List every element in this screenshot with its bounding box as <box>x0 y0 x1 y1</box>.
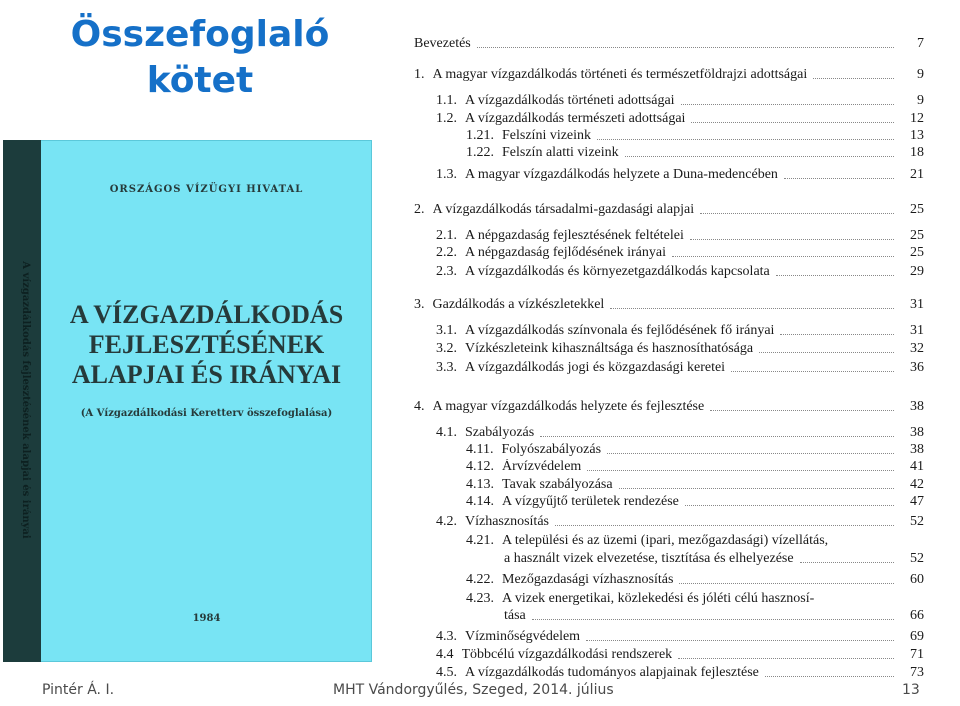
toc-entry-title: Bevezetés <box>414 36 471 51</box>
toc-entry-page: 25 <box>910 245 924 260</box>
toc-entry-page: 21 <box>910 167 924 182</box>
book-cover-image <box>3 140 372 662</box>
toc-entry <box>396 627 950 645</box>
toc-leader-dots <box>710 410 894 411</box>
toc-entry-title: Felszíni vizeink <box>502 128 592 143</box>
toc-entry-title: A vízgyűjtő területek rendezése <box>502 494 679 509</box>
toc-leader-dots <box>765 676 894 677</box>
toc-entry-title: A magyar vízgazdálkodás helyzete a Duna-medencében <box>465 167 778 182</box>
toc-entry-page: 69 <box>910 629 924 644</box>
toc-entry-title: Szabályozás <box>465 425 535 440</box>
toc-entry <box>396 606 950 624</box>
toc-leader-dots <box>672 256 894 257</box>
toc-entry <box>396 492 950 510</box>
toc-leader-dots <box>555 525 894 526</box>
toc-entry-number: 2.3. <box>436 264 457 279</box>
cover-publisher: ORSZÁGOS VÍZÜGYI HIVATAL <box>109 184 304 195</box>
toc-entry-number: 1.1. <box>436 93 457 108</box>
cover-title-line-2: FEJLESZTÉSÉNEK <box>88 330 325 359</box>
toc-entry-title: A népgazdaság fejlesztésének feltételei <box>465 228 684 243</box>
toc-entry-page: 42 <box>910 477 924 492</box>
toc-entry-number: 3.3. <box>436 360 457 375</box>
toc-entry-title: Árvízvédelem <box>502 459 582 474</box>
slide-title <box>40 12 360 104</box>
toc-entry-title: A népgazdaság fejlődésének irányai <box>465 245 666 260</box>
toc-entry-title: A vizek energetikai, közlekedési és jóléti célú hasznosí- <box>502 591 815 606</box>
toc-entry-title: A vízgazdálkodás és környezetgazdálkodás kapcsolata <box>465 264 770 279</box>
toc-entry-page: 47 <box>910 494 924 509</box>
toc-leader-dots <box>784 178 894 179</box>
slide-title-line-1: Összefoglaló <box>70 14 330 55</box>
toc-entry-number: 1. <box>414 67 425 82</box>
toc-leader-dots <box>700 213 894 214</box>
toc-entry-number: 4.13. <box>466 477 494 492</box>
toc-entry <box>396 91 950 109</box>
toc-entry-page: 38 <box>910 399 924 414</box>
cover-title-line-1: A VÍZGAZDÁLKODÁS <box>69 300 344 329</box>
table-of-contents <box>396 28 950 680</box>
toc-entry-number: 2.1. <box>436 228 457 243</box>
toc-entry-page: 29 <box>910 264 924 279</box>
toc-leader-dots <box>619 488 894 489</box>
toc-entry-number: 2. <box>414 202 425 217</box>
toc-entry-page: 12 <box>910 111 924 126</box>
toc-entry <box>396 645 950 663</box>
toc-entry-page: 9 <box>917 93 924 108</box>
cover-title <box>51 300 362 390</box>
toc-entry-number: 1.21. <box>466 128 494 143</box>
cover-title-line-3: ALAPJAI ÉS IRÁNYAI <box>71 360 342 389</box>
toc-entry-title: A vízgazdálkodás történeti adottságai <box>465 93 675 108</box>
toc-entry-number: 4.11. <box>466 442 494 457</box>
toc-entry <box>396 440 950 458</box>
toc-leader-dots <box>607 453 894 454</box>
toc-entry <box>396 570 950 588</box>
toc-entry-title: A magyar vízgazdálkodás történeti és természetföldrajzi adottságai <box>432 67 808 82</box>
toc-leader-dots <box>690 239 894 240</box>
toc-entry-page: 71 <box>910 647 924 662</box>
toc-entry <box>396 457 950 475</box>
toc-entry-number: 4.2. <box>436 514 457 529</box>
toc-entry-page: 52 <box>910 514 924 529</box>
book-front <box>41 140 372 662</box>
toc-leader-dots <box>759 352 894 353</box>
toc-entry-title: Vízkészleteink kihasználtsága és hasznosíthatósága <box>465 341 754 356</box>
toc-leader-dots <box>731 371 894 372</box>
toc-entry <box>396 34 950 52</box>
toc-entry-number: 4.12. <box>466 459 494 474</box>
toc-leader-dots <box>679 583 894 584</box>
toc-entry-number: 4.21. <box>466 533 494 548</box>
footer-event: MHT Vándorgyűlés, Szeged, 2014. július <box>333 682 614 698</box>
toc-entry-page: 32 <box>910 341 924 356</box>
toc-entry-page: 9 <box>917 67 924 82</box>
svg-text:A vízgazdálkodás fejlesztéséne: A vízgazdálkodás fejlesztésének alapjai és irányai <box>20 261 31 539</box>
toc-entry <box>396 109 950 127</box>
toc-entry <box>396 262 950 280</box>
toc-entry-page: 41 <box>910 459 924 474</box>
toc-entry-page: 66 <box>910 608 924 623</box>
toc-entry-number: 4. <box>414 399 425 414</box>
toc-entry-page: 38 <box>910 425 924 440</box>
toc-entry-page: 25 <box>910 202 924 217</box>
spine-lettering <box>15 150 31 650</box>
toc-entry <box>396 549 950 567</box>
toc-leader-dots <box>800 562 894 563</box>
toc-entry-number: 4.3. <box>436 629 457 644</box>
cover-subtitle: (A Vízgazdálkodási Keretterv összefoglalása) <box>80 408 333 419</box>
toc-entry <box>396 126 950 144</box>
toc-entry-page: 60 <box>910 572 924 587</box>
toc-entry-title: a használt vizek elvezetése, tisztítása és elhelyezése <box>504 551 794 566</box>
toc-entry-title: Mezőgazdasági vízhasznosítás <box>502 572 674 587</box>
toc-entry-title: A vízgazdálkodás tudományos alapjainak fejlesztése <box>465 665 759 680</box>
toc-entry-title: A vízgazdálkodás társadalmi-gazdasági alapjai <box>432 202 695 217</box>
toc-leader-dots <box>685 505 894 506</box>
toc-entry-title: Gazdálkodás a vízkészletekkel <box>432 297 605 312</box>
toc-entry <box>396 295 950 313</box>
toc-entry-title: A magyar vízgazdálkodás helyzete és fejlesztése <box>432 399 705 414</box>
toc-entry <box>396 663 950 681</box>
footer-page-number: 13 <box>902 682 920 698</box>
toc-leader-dots <box>610 308 894 309</box>
toc-entry-page: 31 <box>910 297 924 312</box>
toc-entry <box>396 475 950 493</box>
toc-entry-number: 3.1. <box>436 323 457 338</box>
toc-leader-dots <box>780 334 894 335</box>
toc-leader-dots <box>586 640 894 641</box>
toc-entry-title: A települési és az üzemi (ipari, mezőgazdasági) vízellátás, <box>502 533 829 548</box>
footer-author: Pintér Á. I. <box>42 682 115 698</box>
toc-entry <box>396 321 950 339</box>
toc-entry <box>396 165 950 183</box>
toc-entry-title: Tavak szabályozása <box>502 477 613 492</box>
toc-entry-title: tása <box>504 608 526 623</box>
toc-entry-number: 4.4 <box>436 647 454 662</box>
toc-entry-page: 25 <box>910 228 924 243</box>
toc-entry <box>396 200 950 218</box>
toc-leader-dots <box>625 156 894 157</box>
toc-entry-number: 2.2. <box>436 245 457 260</box>
toc-entry-number: 3. <box>414 297 425 312</box>
toc-entry-title: Folyószabályozás <box>501 442 602 457</box>
book-spine <box>3 140 41 662</box>
toc-entry-title: Vízminőségvédelem <box>465 629 581 644</box>
toc-leader-dots <box>681 104 894 105</box>
toc-entry <box>396 339 950 357</box>
toc-entry-number: 4.23. <box>466 591 494 606</box>
toc-entry <box>396 65 950 83</box>
toc-entry-page: 73 <box>910 665 924 680</box>
toc-entry-title: Felszín alatti vizeink <box>502 145 619 160</box>
toc-entry-page: 36 <box>910 360 924 375</box>
toc-entry <box>396 423 950 441</box>
toc-entry-page: 52 <box>910 551 924 566</box>
toc-entry <box>396 226 950 244</box>
toc-leader-dots <box>813 78 894 79</box>
toc-entry <box>396 397 950 415</box>
toc-entry-number: 4.14. <box>466 494 494 509</box>
toc-entry-number: 1.22. <box>466 145 494 160</box>
toc-entry-title: A vízgazdálkodás jogi és közgazdasági keretei <box>465 360 726 375</box>
toc-leader-dots <box>691 122 894 123</box>
toc-leader-dots <box>540 436 894 437</box>
toc-entry <box>396 512 950 530</box>
toc-entry-number: 4.22. <box>466 572 494 587</box>
toc-entry-page: 38 <box>910 442 924 457</box>
slide-title-line-2: kötet <box>146 60 254 101</box>
toc-leader-dots <box>776 275 894 276</box>
toc-entry <box>396 531 950 549</box>
toc-entry-page: 18 <box>910 145 924 160</box>
toc-entry-page: 13 <box>910 128 924 143</box>
toc-entry-number: 3.2. <box>436 341 457 356</box>
toc-entry <box>396 358 950 376</box>
toc-leader-dots <box>532 619 894 620</box>
toc-entry-title: A vízgazdálkodás természeti adottságai <box>465 111 686 126</box>
cover-year: 1984 <box>192 613 221 624</box>
toc-entry <box>396 143 950 161</box>
toc-entry-page: 7 <box>917 36 924 51</box>
toc-leader-dots <box>678 658 894 659</box>
toc-entry-page: 31 <box>910 323 924 338</box>
toc-leader-dots <box>597 139 894 140</box>
toc-leader-dots <box>587 470 894 471</box>
toc-leader-dots <box>477 47 894 48</box>
toc-entry-number: 1.2. <box>436 111 457 126</box>
toc-entry-title: Többcélú vízgazdálkodási rendszerek <box>461 647 673 662</box>
toc-entry-title: A vízgazdálkodás színvonala és fejlődésének fő irányai <box>465 323 775 338</box>
toc-entry <box>396 589 950 607</box>
toc-entry-title: Vízhasznosítás <box>465 514 549 529</box>
toc-entry <box>396 243 950 261</box>
toc-entry-number: 4.1. <box>436 425 457 440</box>
toc-entry-number: 1.3. <box>436 167 457 182</box>
toc-entry-number: 4.5. <box>436 665 457 680</box>
